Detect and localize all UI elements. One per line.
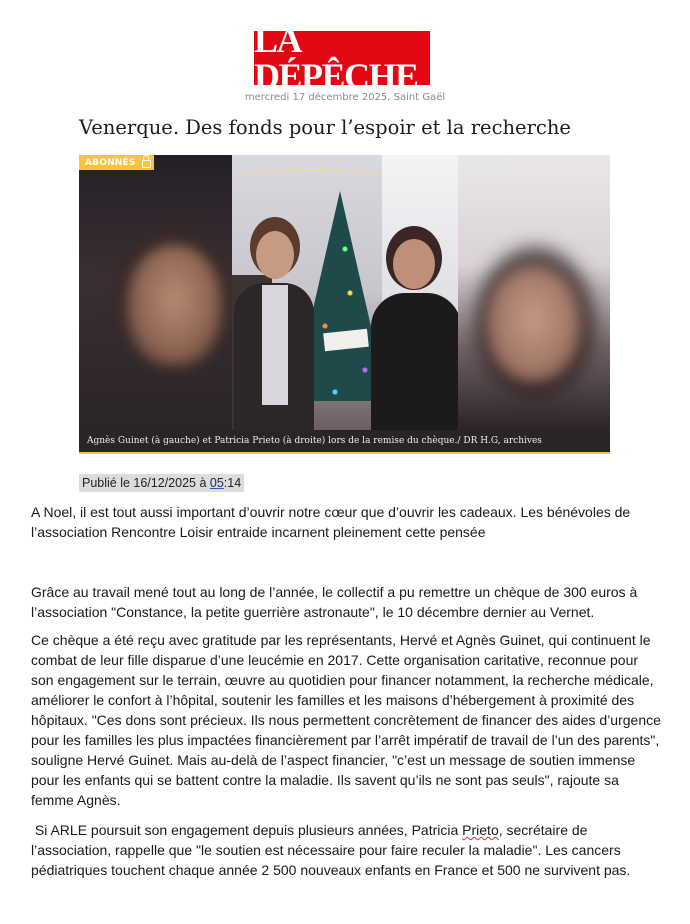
subscribers-badge: [79, 155, 154, 170]
article-lead: A Noel, il est tout aussi important d’ouvrir notre cœur que d’ouvrir les cadeaux. Les bénévoles de l’association Rencontre Loisir entraide incarnent pleinement cette pensée: [31, 504, 631, 540]
article-paragraph-last: [31, 820, 661, 880]
photo-caption-text: Agnès Guinet (à gauche) et Patricia Prieto (à droite) lors de la remise du chèque./ DR H.G, archives: [87, 436, 542, 446]
last-paragraph-end: , secrétaire de l’association, rappelle que "le soutien est nécessaire pour faire reculer la maladie". Les cancers pédiatriques touchent chaque année 2 500 nouveaux enfants en France et 500 ne survivent pas.: [31, 822, 631, 878]
published-date: [79, 474, 244, 492]
published-minute: :14: [223, 476, 242, 490]
article-photo: [79, 155, 610, 454]
subscribers-badge-label: ABONNÉS: [85, 157, 136, 168]
lock-icon: [142, 160, 151, 168]
spellcheck-flagged-word: Prieto: [462, 822, 499, 838]
photo-main-scene: [232, 155, 458, 430]
published-hour: 05: [209, 476, 224, 490]
current-date: mercredi 17 décembre 2025, Saint Gaël: [244, 92, 446, 103]
article-paragraph: Grâce au travail mené tout au long de l’année, le collectif a pu remettre un chèque de 300 euros à l’association "Constance, la petite guerrière astronaute", le 10 décembre dernier au Vernet.: [31, 584, 638, 620]
logo-text: LA DÉPÊCHE: [254, 20, 418, 96]
photo-blurred-left: [79, 155, 232, 430]
last-paragraph-start: Si ARLE poursuit son engagement depuis plusieurs années, Patricia: [31, 822, 463, 838]
published-prefix: Publié le 16/12/2025 à: [82, 476, 210, 490]
photo-blurred-right: [458, 155, 610, 430]
site-logo[interactable]: [254, 20, 430, 96]
photo-caption: [79, 430, 610, 454]
article-title: Venerque. Des fonds pour l’espoir et la recherche: [79, 116, 571, 139]
person-left: [232, 231, 314, 430]
person-right: [367, 239, 458, 430]
article-paragraph: Ce chèque a été reçu avec gratitude par les représentants, Hervé et Agnès Guinet, qui continuent le combat de leur fille disparue d’une leucémie en 2017. Cette organisation caritative, reconnue pour son engagement sur le terrain, œuvre au quotidien pour financer notamment, la recherche médicale, améliorer le confort à l’hôpital, soutenir les familles et les maisons d’hébergement à proximité des hôpitaux. "Ces dons sont précieux. Ils nous permettent concrètement de financer des aides d’urgence pour les familles les plus impactées financièrement par l’arrêt impératif de travail de l’un des parents", souligne Hervé Guinet. Mais au-delà de l’aspect financier, "c’est un message de soutien immense pour les enfants qui se battent contre la maladie. Ils savent qu’ils ne sont pas seuls", rajoute sa femme Agnès.: [31, 632, 661, 808]
